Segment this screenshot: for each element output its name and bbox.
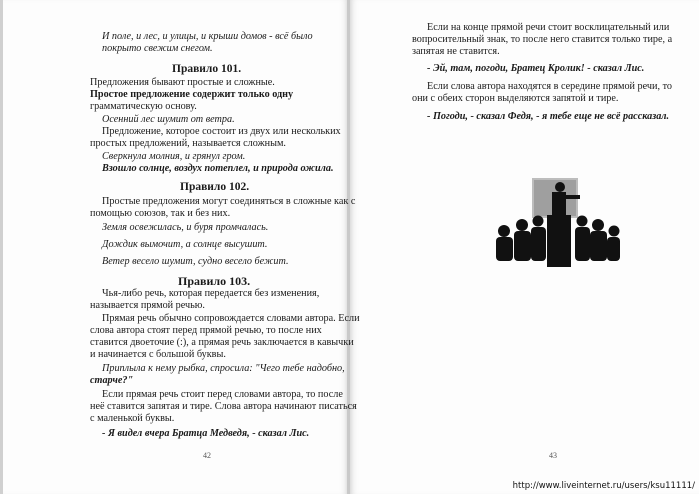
- rule-102-example: Земля освежилась, и буря промчалась.: [102, 222, 269, 233]
- rule-101-line: Предложения бывают простые и сложные.: [90, 77, 275, 88]
- watermark-url[interactable]: http://www.liveinternet.ru/users/ksu11111/: [512, 481, 695, 491]
- rule-103-line: с маленькой буквы.: [90, 413, 175, 424]
- rule-101-example: Взошло солнце, воздух потеплел, и природа ожила.: [102, 163, 334, 174]
- right-line: они с обеих сторон выделяются запятой и тире.: [412, 93, 619, 104]
- right-line: запятая не ставится.: [412, 46, 500, 57]
- rule-102-line: Простые предложения могут соединяться в сложные как с: [102, 196, 356, 207]
- rule-103-line: ставится двоеточие (:), а прямая речь заключается в кавычки: [90, 337, 354, 348]
- rule-103-line: и начинается с большой буквы.: [90, 349, 226, 360]
- intro-line-1: И поле, и лес, и улицы, и крыши домов - всё было: [102, 31, 313, 42]
- rule-103-line: слова автора стоят перед прямой речью, то после них: [90, 325, 322, 336]
- rule-101-example: Осенний лес шумит от ветра.: [102, 114, 235, 125]
- rule-102-title: Правило 102.: [180, 181, 250, 193]
- right-line: Если слова автора находятся в середине прямой речи, то: [427, 81, 672, 92]
- right-example: - Погоди, - сказал Федя, - я тебе еще не всё рассказал.: [427, 111, 670, 122]
- rule-102-line: помощью союзов, так и без них.: [90, 208, 231, 219]
- rule-103-line: Прямая речь обычно сопровождается словами автора. Если: [102, 313, 360, 324]
- right-line: Если на конце прямой речи стоит восклицательный или: [427, 22, 670, 33]
- rule-101-line: простых предложений, называется сложным.: [90, 138, 286, 149]
- right-example: - Эй, там, погоди, Братец Кролик! - сказал Лис.: [427, 63, 645, 74]
- rule-102-example: Ветер весело шумит, судно весело бежит.: [102, 256, 289, 267]
- right-line: вопросительный знак, то после него ставится только тире, а: [412, 34, 673, 45]
- lecture-silhouette-icon: [490, 175, 620, 270]
- left-page-number: 42: [203, 451, 211, 460]
- rule-103-line: называется прямой речью.: [90, 300, 205, 311]
- rule-103-line: неё ставится запятая и тире. Слова автора начинают писаться: [90, 401, 357, 412]
- rule-103-example: старче?": [90, 375, 134, 386]
- rule-101-line: грамматическую основу.: [90, 101, 197, 112]
- lecture-illustration: [490, 175, 620, 270]
- left-edge-strip: [0, 0, 3, 494]
- rule-102-example: Дождик вымочит, а солнце высушит.: [102, 239, 268, 250]
- rule-103-example: - Я видел вчера Братца Медведя, - сказал Лис.: [102, 428, 310, 439]
- rule-101-title: Правило 101.: [172, 63, 242, 75]
- rule-103-title: Правило 103.: [178, 274, 251, 288]
- right-page-number: 43: [549, 451, 557, 460]
- rule-103-line: Если прямая речь стоит перед словами автора, то после: [102, 389, 343, 400]
- intro-line-2: покрыто свежим снегом.: [102, 43, 213, 54]
- rule-101-line: Предложение, которое состоит из двух или нескольких: [102, 126, 341, 137]
- rule-101-line: Простое предложение содержит только одну: [90, 89, 294, 100]
- rule-103-line: Чья-либо речь, которая передается без изменения,: [102, 288, 320, 299]
- book-gutter: [347, 0, 350, 494]
- rule-103-example: Приплыла к нему рыбка, спросила: "Чего тебе надобно,: [102, 363, 345, 374]
- rule-101-example: Сверкнула молния, и грянул гром.: [102, 151, 246, 162]
